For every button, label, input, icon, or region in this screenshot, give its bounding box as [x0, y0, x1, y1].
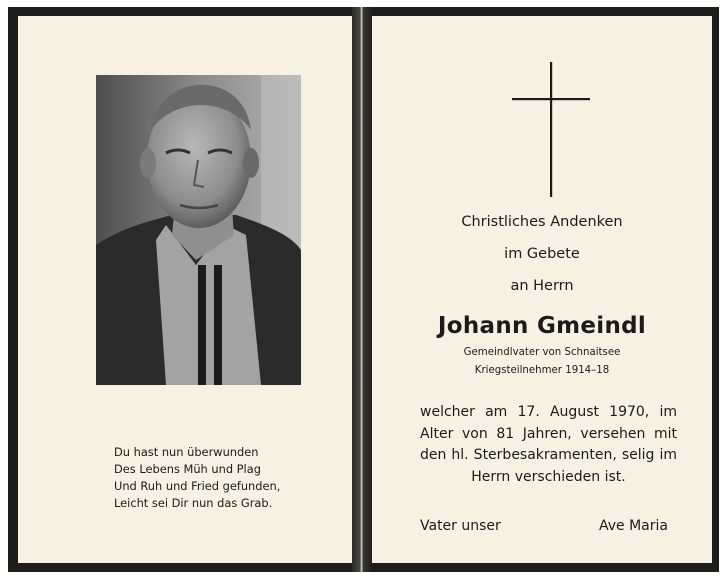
deceased-name: Johann Gmeindl	[437, 313, 647, 339]
poem-line: Leicht sei Dir nun das Grab.	[114, 496, 273, 510]
intro-line-3: an Herrn	[510, 278, 574, 294]
prayer-left: Vater unser	[420, 518, 501, 534]
poem-line: Du hast nun überwunden	[114, 445, 259, 459]
portrait-photo	[96, 75, 301, 385]
prayer-right: Ave Maria	[599, 518, 668, 534]
left-page	[18, 16, 352, 563]
right-page	[372, 16, 712, 563]
card-fold	[352, 7, 372, 572]
intro-line-2: im Gebete	[504, 246, 580, 262]
poem-line: Und Ruh und Fried gefunden,	[114, 479, 281, 493]
portrait-image	[96, 75, 301, 385]
prayer-line	[420, 518, 668, 534]
cross-icon	[512, 62, 592, 202]
deceased-service: Kriegsteilnehmer 1914–18	[474, 365, 610, 376]
poem-line: Des Lebens Müh und Plag	[114, 462, 261, 476]
death-notice-text: welcher am 17. August 1970, im Alter von 81 Jahren, versehen mit den hl. Sterbesakramenten, selig im Herrn verschieden ist.	[420, 404, 677, 485]
memorial-card	[8, 7, 719, 572]
poem-verse	[114, 444, 334, 512]
deceased-role: Gemeindlvater von Schnaitsee	[463, 347, 621, 358]
intro-line-1: Christliches Andenken	[461, 214, 623, 230]
